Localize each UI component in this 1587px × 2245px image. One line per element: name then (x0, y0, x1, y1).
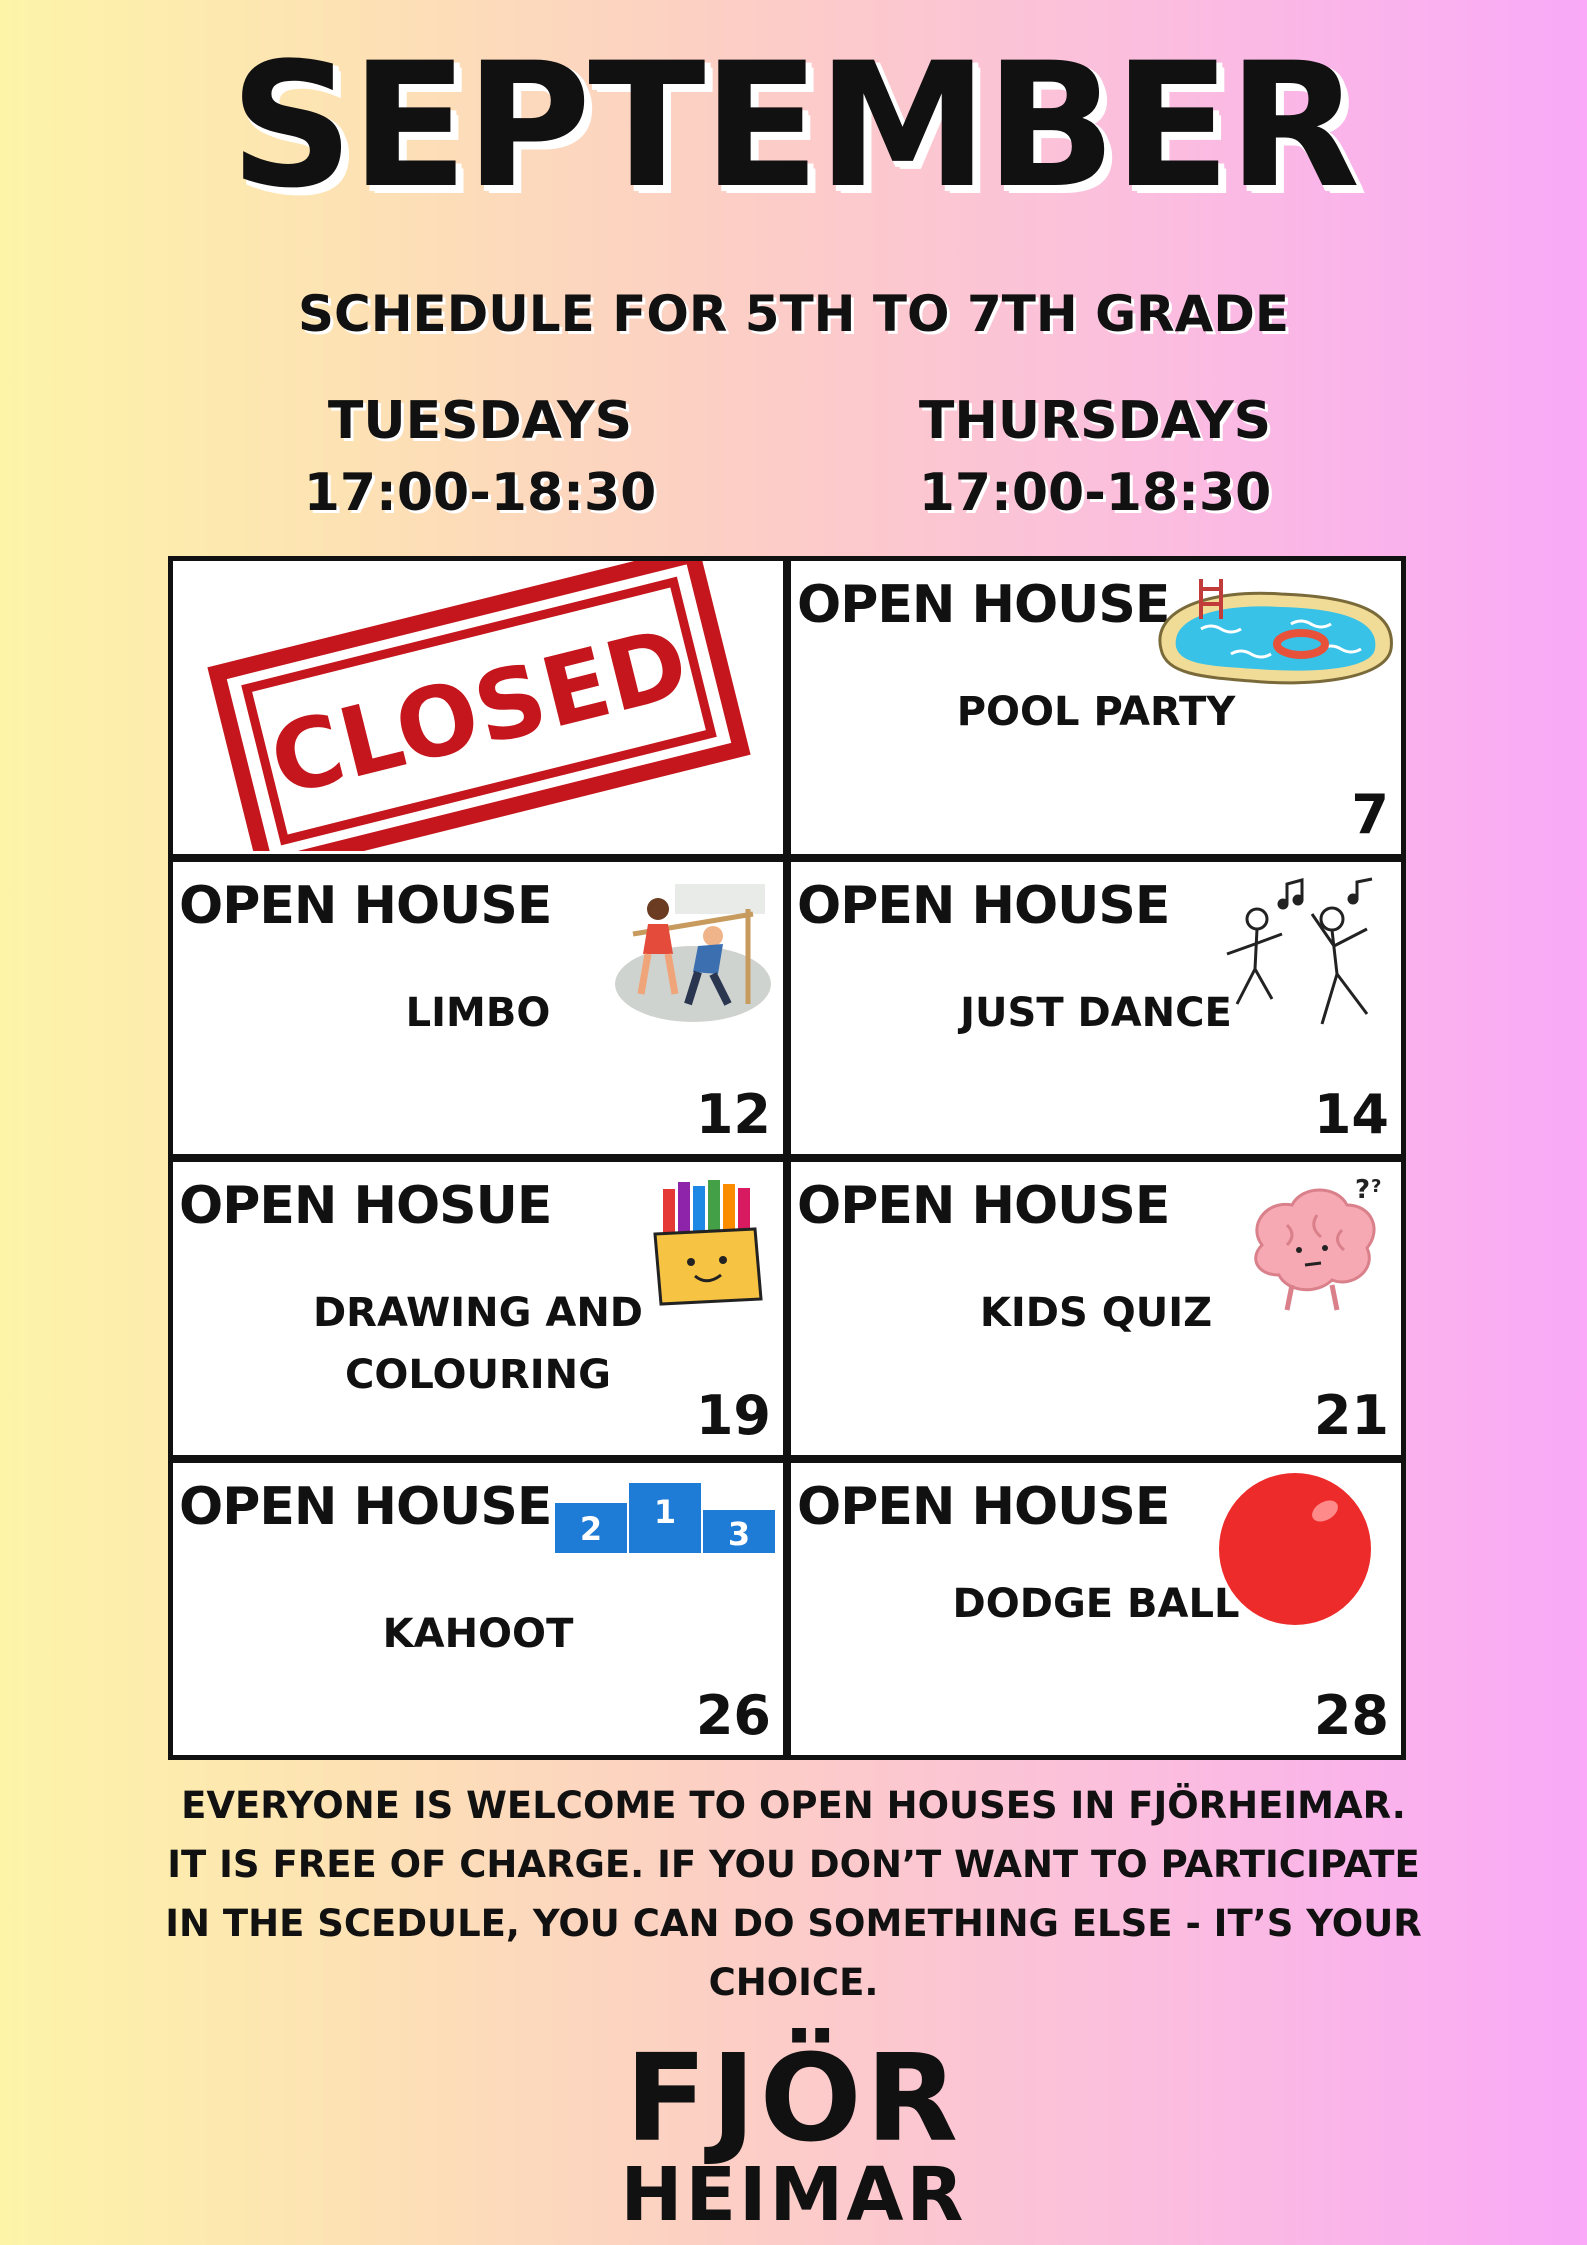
svg-text:2: 2 (579, 1509, 603, 1548)
day-name: THURSDAYS (918, 391, 1272, 451)
svg-text:?: ? (1355, 1175, 1371, 1205)
cell-activity: LIMBO (405, 989, 551, 1036)
schedule-cell-12 (173, 862, 783, 1155)
cell-heading: OPEN HOUSE (797, 875, 1170, 936)
podium-icon (555, 1475, 775, 1555)
cell-heading: OPEN HOUSE (797, 1476, 1170, 1537)
closed-stamp-icon (173, 561, 783, 851)
schedule-cell-28 (791, 1463, 1401, 1756)
cell-heading: OPEN HOUSE (797, 1176, 1170, 1236)
schedule-cell-7 (791, 561, 1401, 854)
cell-date: 7 (1351, 782, 1389, 846)
cell-activity: JUST DANCE (960, 989, 1232, 1036)
schedule-cell-closed (173, 561, 783, 854)
cell-date: 28 (1313, 1684, 1389, 1747)
cell-activity: KIDS QUIZ (979, 1290, 1213, 1336)
cell-heading: OPEN HOUSE (179, 1476, 552, 1537)
logo-top: FJÖR (624, 2030, 963, 2169)
cell-date: 14 (1313, 1083, 1389, 1146)
cell-activity: KAHOOT (382, 1610, 574, 1657)
svg-text:1: 1 (653, 1492, 677, 1531)
cell-activity: DODGE BALL (952, 1580, 1240, 1627)
footer-line: CHOICE. (708, 1961, 879, 2004)
cell-date: 12 (695, 1083, 771, 1146)
closed-stamp-text: CLOSED (259, 606, 699, 818)
page-title: SEPTEMBER (229, 25, 1358, 226)
cell-date: 19 (695, 1383, 771, 1447)
schedule-grid (168, 556, 1406, 1760)
page-subtitle: SCHEDULE FOR 5TH TO 7TH GRADE (297, 285, 1289, 343)
svg-text:3: 3 (727, 1514, 751, 1553)
cell-heading: OPEN HOUSE (797, 575, 1170, 635)
footer-line: IT IS FREE OF CHARGE. IF YOU DON’T WANT TO PARTICIPATE (167, 1843, 1420, 1886)
svg-text:?: ? (1371, 1176, 1382, 1197)
footer-line: EVERYONE IS WELCOME TO OPEN HOUSES IN FJÖRHEIMAR. (181, 1784, 1406, 1827)
footer-note (150, 1776, 1437, 2012)
schedule-cell-14 (791, 862, 1401, 1155)
schedule-cell-21 (791, 1162, 1401, 1455)
footer-line: IN THE SCEDULE, YOU CAN DO SOMETHING ELSE - IT’S YOUR (165, 1902, 1422, 1945)
cell-date: 26 (695, 1684, 771, 1747)
schedule-cell-26 (173, 1463, 783, 1756)
day-name: TUESDAYS (327, 391, 633, 451)
schedule-cell-19 (173, 1162, 783, 1455)
cell-activity (173, 1282, 783, 1406)
day-time: 17:00-18:30 (303, 463, 657, 523)
fjorheimar-logo (0, 2030, 1587, 2238)
cell-activity: POOL PARTY (956, 689, 1236, 735)
activity-line: COLOURING (345, 1352, 611, 1398)
cell-heading: OPEN HOSUE (179, 1176, 552, 1236)
cell-heading: OPEN HOUSE (179, 875, 552, 936)
pool-icon (1141, 569, 1401, 699)
thursday-header (865, 385, 1325, 529)
activity-line: DRAWING AND (312, 1290, 644, 1336)
logo-bottom: HEIMAR (620, 2152, 967, 2238)
tuesday-header (250, 385, 710, 529)
cell-date: 21 (1313, 1383, 1389, 1447)
day-time: 17:00-18:30 (918, 463, 1272, 523)
